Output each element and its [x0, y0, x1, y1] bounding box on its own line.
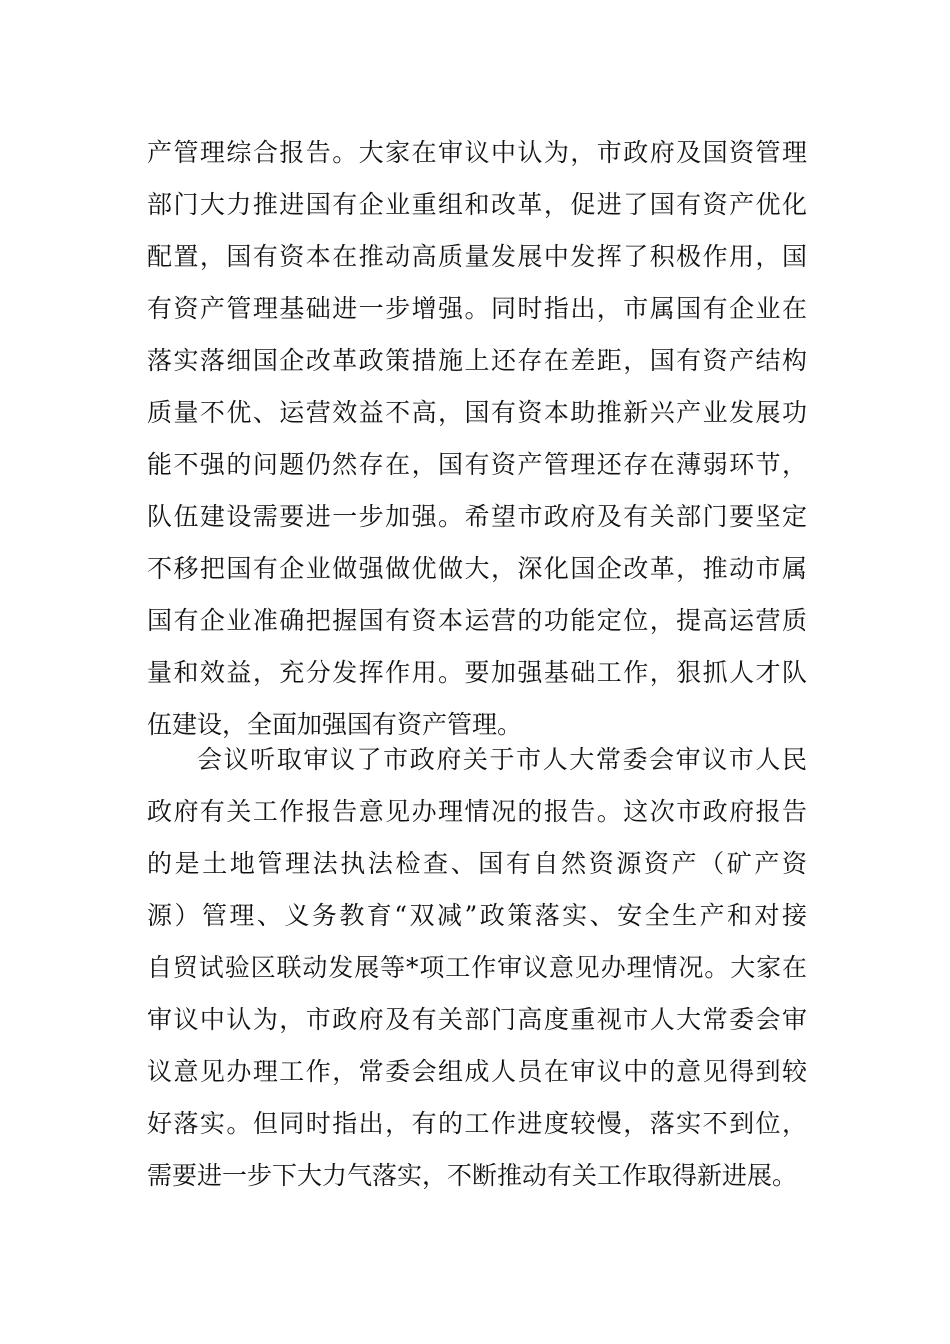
text-line: 不移把国有企业做强做优做大，深化国企改革，推动市属: [147, 554, 807, 583]
text-line: 产管理综合报告。大家在审议中认为，市政府及国资管理: [147, 138, 807, 167]
text-line: 源）管理、义务教育“双减”政策落实、安全生产和对接: [147, 901, 807, 930]
text-line: 配置，国有资本在推动高质量发展中发挥了积极作用，国: [147, 242, 807, 271]
text-line: 议意见办理工作，常委会组成人员在审议中的意见得到较: [147, 1057, 807, 1086]
text-line: 好落实。但同时指出，有的工作进度较慢，落实不到位，: [147, 1109, 807, 1138]
text-line: 落实落细国企改革政策措施上还存在差距，国有资产结构: [147, 346, 807, 375]
text-line: 质量不优、运营效益不高，国有资本助推新兴产业发展功: [147, 398, 807, 427]
text-line: 自贸试验区联动发展等*项工作审议意见办理情况。大家在: [147, 953, 807, 982]
text-line: 部门大力推进国有企业重组和改革，促进了国有资产优化: [147, 190, 807, 219]
text-line: 审议中认为，市政府及有关部门高度重视市人大常委会审: [147, 1005, 807, 1034]
text-line: 需要进一步下大力气落实，不断推动有关工作取得新进展。: [147, 1161, 798, 1190]
text-line: 会议听取审议了市政府关于市人大常委会审议市人民: [197, 745, 807, 774]
text-line: 队伍建设需要进一步加强。希望市政府及有关部门要坚定: [147, 502, 807, 531]
text-line: 国有企业准确把握国有资本运营的功能定位，提高运营质: [147, 606, 807, 635]
text-line: 量和效益，充分发挥作用。要加强基础工作，狠抓人才队: [147, 658, 807, 687]
paragraph-state-assets-report: [147, 127, 807, 751]
text-line: 伍建设，全面加强国有资产管理。: [147, 710, 523, 739]
paragraph-review-opinions-report: [147, 734, 807, 1202]
text-line: 政府有关工作报告意见办理情况的报告。这次市政府报告: [147, 797, 807, 826]
text-line: 能不强的问题仍然存在，国有资产管理还存在薄弱环节，: [147, 450, 807, 479]
text-line: 的是土地管理法执法检查、国有自然资源资产（矿产资: [147, 849, 807, 878]
text-line: 有资产管理基础进一步增强。同时指出，市属国有企业在: [147, 294, 807, 323]
